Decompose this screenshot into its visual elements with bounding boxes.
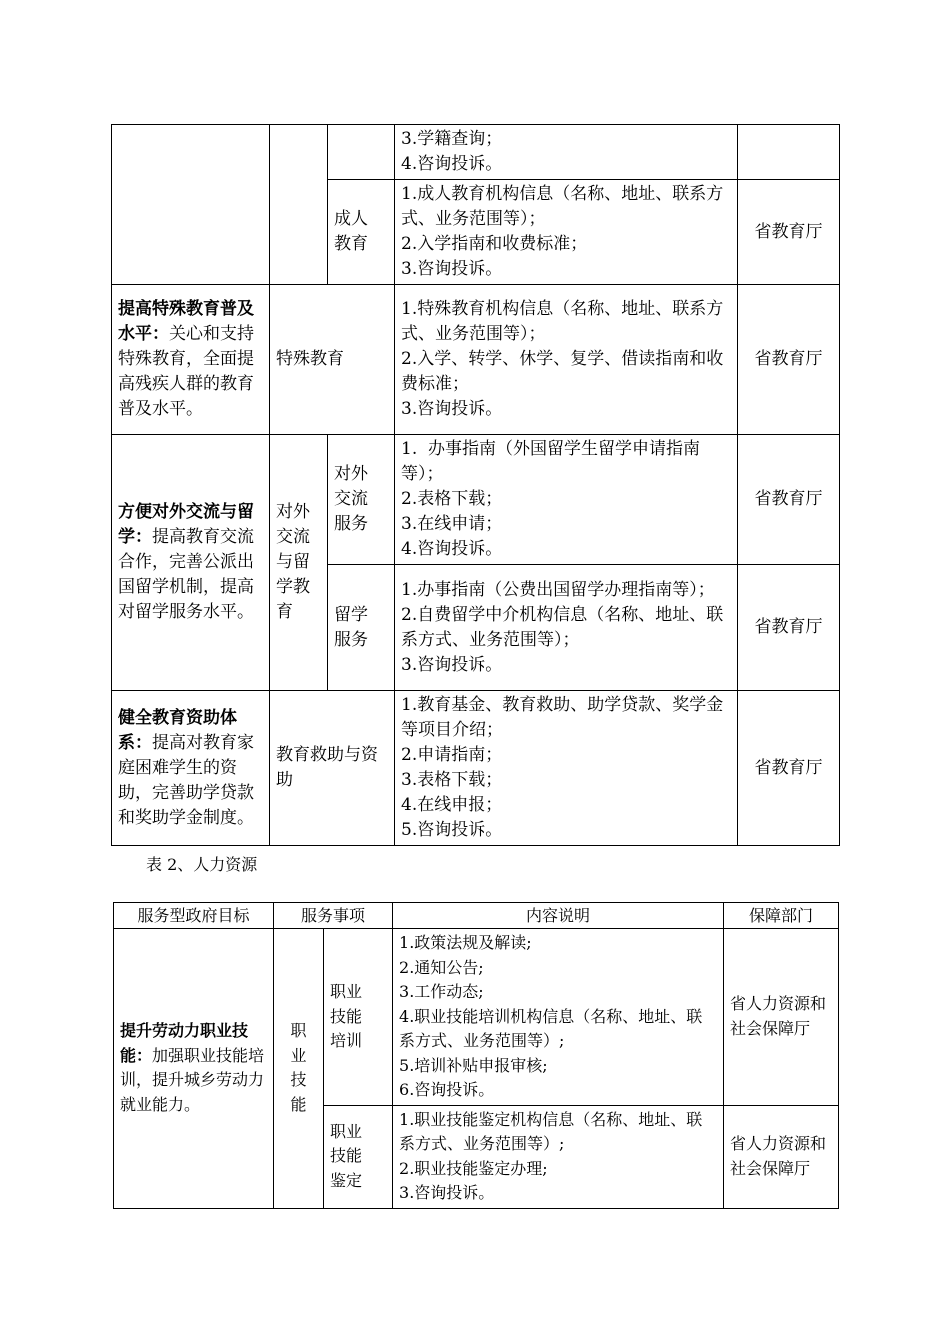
header-service: 服务事项: [274, 903, 393, 929]
content-item: 1.职业技能鉴定机构信息（名称、地址、联系方式、业务范围等）;: [399, 1109, 703, 1153]
goal-cell: 提高特殊教育普及水平：关心和支持特殊教育，全面提高残疾人群的教育普及水平。: [112, 285, 270, 435]
service-cell: 对外 交流 与留 学教 育: [270, 435, 328, 691]
content-cell: [395, 285, 738, 435]
goal-cell: 方便对外交流与留学：提高教育交流合作，完善公派出国留学机制，提高对留学服务水平。: [112, 435, 270, 691]
content-item: 5.培训补贴申报审核;: [399, 1055, 548, 1075]
content-cell: [395, 435, 738, 565]
dept-cell: 省教育厅: [738, 565, 840, 691]
sub-service-cell: 对外 交流 服务: [328, 435, 395, 565]
header-content: 内容说明: [393, 903, 724, 929]
sub-service-cell: 成人 教育: [328, 180, 395, 285]
content-item: 4.职业技能培训机构信息（名称、地址、联系方式、业务范围等）;: [399, 1006, 703, 1050]
header-goal: 服务型政府目标: [114, 903, 274, 929]
service-cell: 教育救助与资助: [270, 691, 395, 846]
sub-service-cell: [328, 125, 395, 180]
table-row: [112, 125, 840, 180]
content-item: 1.政策法规及解读;: [399, 933, 532, 952]
table-row: [112, 691, 840, 846]
header-dept: 保障部门: [724, 903, 839, 929]
content-item: 2.职业技能鉴定办理;: [399, 1158, 548, 1178]
content-item: 3.咨询投诉。: [401, 654, 503, 675]
dept-cell: 省教育厅: [738, 691, 840, 846]
content-item: 2.入学、转学、休学、复学、借读指南和收费标准；: [401, 349, 724, 394]
table-caption: 表 2、人力资源: [146, 855, 258, 874]
content-item: 2.表格下载；: [401, 489, 503, 509]
education-services-table: [111, 124, 840, 846]
content-item: 3.学籍查询；: [401, 129, 503, 149]
dept-cell: 省教育厅: [738, 435, 840, 565]
content-cell: [393, 1105, 724, 1208]
content-item: 3.咨询投诉。: [401, 399, 503, 419]
sub-service-cell: 职业 技能 培训: [324, 929, 393, 1106]
content-item: 1.特殊教育机构信息（名称、地址、联系方式、业务范围等）；: [401, 299, 724, 344]
sub-service-cell: 留学 服务: [328, 565, 395, 691]
content-item: 1.教育基金、教育救助、助学贷款、奖学金等项目介绍；: [401, 695, 724, 740]
content-item: 3.工作动态;: [399, 982, 484, 1001]
content-item: 1. 办事指南（外国留学生留学申请指南等）；: [401, 439, 701, 484]
table-row: [112, 435, 840, 565]
content-item: 4.在线申报；: [401, 795, 503, 815]
human-resources-table: [113, 902, 839, 1209]
content-item: 5.咨询投诉。: [401, 820, 503, 840]
content-item: 2.申请指南；: [401, 745, 503, 765]
service-cell: [270, 125, 328, 285]
content-item: 1.成人教育机构信息（名称、地址、联系方式、业务范围等）；: [401, 184, 724, 229]
content-item: 2.通知公告;: [399, 957, 484, 977]
content-cell: [395, 180, 738, 285]
service-cell: 特殊教育: [270, 285, 395, 435]
table-row: [112, 285, 840, 435]
content-item: 2.自费留学中介机构信息（名称、地址、联系方式、业务范围等）；: [401, 604, 724, 650]
content-item: 1.办事指南（公费出国留学办理指南等）；: [401, 579, 715, 600]
content-item: 3.在线申请；: [401, 514, 503, 534]
dept-cell: 省人力资源和社会保障厅: [724, 929, 839, 1106]
goal-cell: 健全教育资助体系：提高对教育家庭困难学生的资助，完善助学贷款和奖助学金制度。: [112, 691, 270, 846]
sub-service-cell: 职业 技能 鉴定: [324, 1105, 393, 1208]
content-item: 4.咨询投诉。: [401, 154, 503, 174]
goal-cell: [112, 125, 270, 285]
content-item: 6.咨询投诉。: [399, 1080, 495, 1099]
table-row: [114, 929, 839, 1106]
content-cell: [395, 691, 738, 846]
content-cell: [395, 125, 738, 180]
service-cell: 职 业 技 能: [274, 929, 324, 1209]
table-header-row: [114, 903, 839, 929]
content-item: 3.咨询投诉。: [401, 259, 503, 279]
content-item: 4.咨询投诉。: [401, 539, 503, 559]
goal-cell: 提升劳动力职业技能：加强职业技能培训，提升城乡劳动力就业能力。: [114, 929, 274, 1209]
content-item: 3.咨询投诉。: [399, 1183, 495, 1202]
content-item: 2.入学指南和收费标准；: [401, 234, 588, 254]
content-item: 3.表格下载；: [401, 770, 503, 790]
content-cell: [395, 565, 738, 691]
dept-cell: 省人力资源和社会保障厅: [724, 1105, 839, 1208]
content-cell: [393, 929, 724, 1106]
dept-cell: [738, 125, 840, 180]
dept-cell: 省教育厅: [738, 180, 840, 285]
dept-cell: 省教育厅: [738, 285, 840, 435]
